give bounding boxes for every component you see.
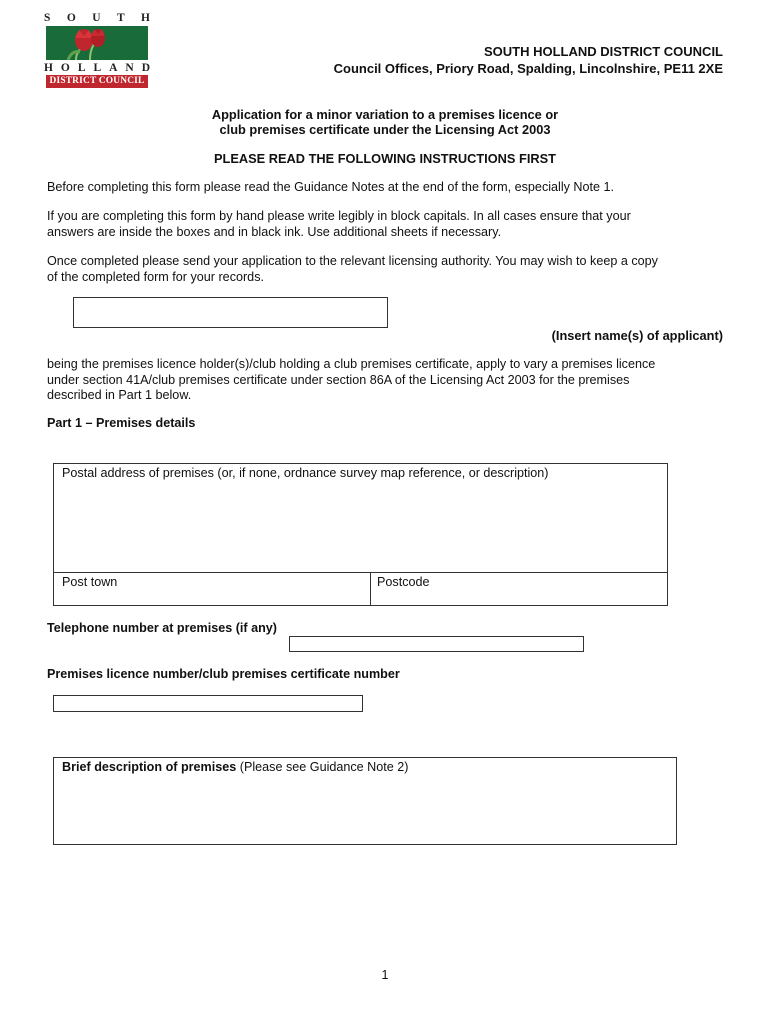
logo-letter: U — [92, 12, 101, 24]
applicant-name-field[interactable] — [73, 297, 388, 328]
logo-banner: DISTRICT COUNCIL — [46, 75, 148, 88]
postal-address-field[interactable] — [53, 463, 668, 573]
description-label-note: (Please see Guidance Note 2) — [236, 760, 409, 774]
logo-letter: A — [109, 62, 118, 74]
logo-letter: O — [66, 12, 76, 24]
instruction-line: Once completed please send your application to the relevant licensing authority. You may wish to keep a copy — [47, 254, 658, 268]
instruction-paragraph-2 — [47, 209, 727, 240]
instruction-paragraph-3 — [47, 254, 727, 285]
instruction-line: If you are completing this form by hand please write legibly in block capitals. In all cases ensure that your — [47, 209, 631, 223]
instruction-line: answers are inside the boxes and in black ink. Use additional sheets if necessary. — [47, 224, 502, 239]
logo-letter: H — [141, 12, 150, 24]
declaration-line: being the premises licence holder(s)/club holding a club premises certificate, apply to vary a premises licence — [47, 357, 656, 371]
post-town-label: Post town — [62, 575, 118, 589]
postal-address-label: Postal address of premises (or, if none, ordnance survey map reference, or description) — [62, 466, 549, 480]
logo-letter: N — [125, 62, 134, 74]
telephone-label: Telephone number at premises (if any) — [47, 621, 278, 635]
post-town-field[interactable] — [53, 572, 371, 606]
premises-description-field[interactable] — [53, 757, 677, 845]
declaration-line: under section 41A/club premises certificate under section 86A of the Licensing Act 2003 for the premises — [47, 372, 630, 387]
postcode-label: Postcode — [377, 575, 430, 589]
logo-letter: S — [44, 12, 51, 24]
postcode-field[interactable] — [370, 572, 668, 606]
licence-number-field[interactable] — [53, 695, 363, 712]
form-title-line1: Application for a minor variation to a premises licence or — [211, 107, 559, 122]
council-logo — [44, 12, 150, 88]
logo-letter: T — [116, 12, 125, 24]
page-number: 1 — [381, 968, 389, 982]
instructions-heading: PLEASE READ THE FOLLOWING INSTRUCTIONS FIRST — [214, 151, 556, 166]
declaration-line: described in Part 1 below. — [47, 388, 192, 402]
logo-letter: L — [77, 62, 86, 74]
council-address: Council Offices, Priory Road, Spalding, Lincolnshire, PE11 2XE — [333, 61, 723, 76]
telephone-field[interactable] — [289, 636, 584, 652]
logo-letter: H — [44, 62, 53, 74]
premises-description-label — [62, 760, 408, 775]
logo-tulip-emblem — [46, 26, 148, 60]
insert-applicant-label: (Insert name(s) of applicant) — [551, 328, 723, 343]
form-title-line2: club premises certificate under the Licensing Act 2003 — [219, 122, 551, 137]
logo-word-holland — [44, 62, 150, 74]
council-name: SOUTH HOLLAND DISTRICT COUNCIL — [483, 44, 723, 59]
part1-heading: Part 1 – Premises details — [47, 416, 196, 430]
description-label-bold: Brief description of premises — [62, 760, 237, 774]
logo-letter: L — [93, 62, 102, 74]
instruction-paragraph-1: Before completing this form please read the Guidance Notes at the end of the form, especially Note 1. — [47, 180, 615, 194]
licence-number-label: Premises licence number/club premises certificate number — [47, 667, 400, 681]
logo-letter: D — [141, 62, 150, 74]
logo-letter: O — [60, 62, 70, 74]
instruction-line: of the completed form for your records. — [47, 269, 264, 284]
logo-word-south — [44, 12, 150, 24]
declaration-text — [47, 357, 727, 404]
